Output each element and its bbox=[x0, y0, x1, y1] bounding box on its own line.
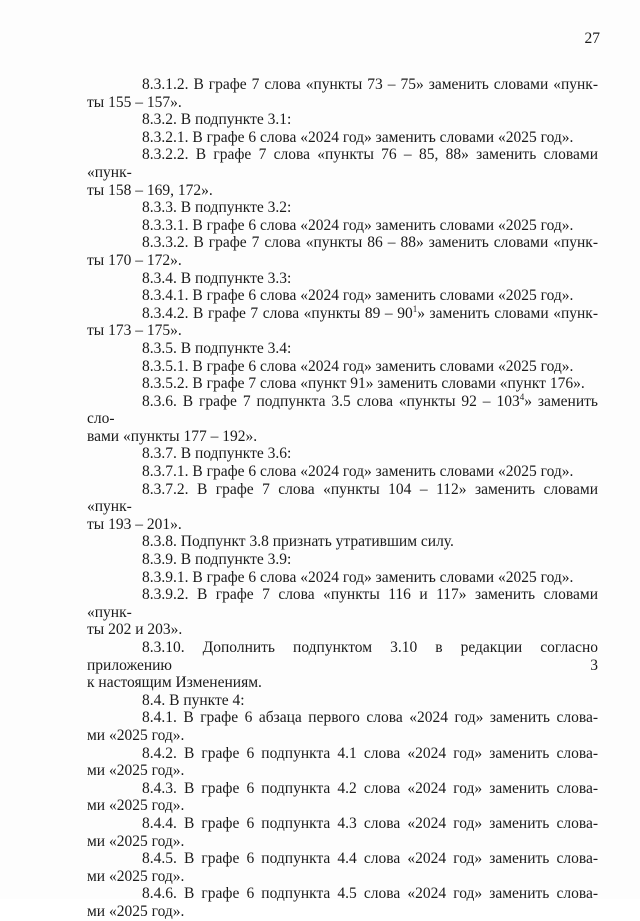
paragraph-line bbox=[87, 305, 598, 323]
paragraph-line: 8.3.9.1. В графе 6 слова «2024 год» заменить словами «2025 год». bbox=[142, 568, 574, 586]
paragraph-line: к настоящим Изменениям. bbox=[87, 674, 262, 692]
paragraph-line: 8.4.1. В графе 6 абзаца первого слова «2024 год» заменить слова- bbox=[142, 709, 598, 727]
paragraph-line: 8.3.5.1. В графе 6 слова «2024 год» заменить словами «2025 год». bbox=[142, 357, 574, 375]
text-segment: » заменить сло- bbox=[87, 392, 598, 428]
paragraph-line: ми «2025 год». bbox=[87, 832, 185, 850]
footnote-superscript: 1 bbox=[412, 303, 418, 314]
paragraph-line: 8.4.4. В графе 6 подпункта 4.3 слова «2024 год» заменить слова- bbox=[142, 814, 598, 832]
paragraph-line: 8.4.2. В графе 6 подпункта 4.1 слова «2024 год» заменить слова- bbox=[142, 744, 598, 762]
document-body bbox=[87, 76, 598, 921]
paragraph-line bbox=[87, 393, 598, 428]
paragraph-line: ты 170 – 172». bbox=[87, 251, 182, 269]
paragraph-line: 8.4.6. В графе 6 подпункта 4.5 слова «2024 год» заменить слова- bbox=[142, 885, 598, 903]
paragraph-line: 8.3.2. В подпункте 3.1: bbox=[142, 111, 292, 129]
paragraph-line: 8.3.2.1. В графе 6 слова «2024 год» заменить словами «2025 год». bbox=[142, 128, 574, 146]
paragraph-line: 8.3.2.2. В графе 7 слова «пункты 76 – 85, 88» заменить словами «пунк- bbox=[87, 146, 598, 181]
paragraph-line: 8.3.10. Дополнить подпунктом 3.10 в редакции согласно приложению 3 bbox=[87, 639, 598, 674]
paragraph-line: ты 193 – 201». bbox=[87, 515, 182, 533]
paragraph-line: ми «2025 год». bbox=[87, 762, 185, 780]
paragraph-line: 8.3.7.1. В графе 6 слова «2024 год» заменить словами «2025 год». bbox=[142, 463, 574, 481]
paragraph-line: 8.4.3. В графе 6 подпункта 4.2 слова «2024 год» заменить слова- bbox=[142, 779, 598, 797]
paragraph-line: 8.3.9. В подпункте 3.9: bbox=[142, 551, 292, 569]
paragraph-line: 8.3.4.1. В графе 6 слова «2024 год» заменить словами «2025 год». bbox=[142, 287, 574, 305]
paragraph-line: ми «2025 год». bbox=[87, 726, 185, 744]
paragraph-line: ми «2025 год». bbox=[87, 902, 185, 920]
page-number: 27 bbox=[584, 30, 600, 47]
paragraph-line: ми «2025 год». bbox=[87, 797, 185, 815]
paragraph-line: ты 158 – 169, 172». bbox=[87, 181, 213, 199]
paragraph-line: 8.3.5.2. В графе 7 слова «пункт 91» заменить словами «пункт 176». bbox=[142, 375, 585, 393]
paragraph-line: вами «пункты 177 – 192». bbox=[87, 427, 258, 445]
paragraph-line: ми «2025 год». bbox=[87, 867, 185, 885]
paragraph-line: 8.3.3.2. В графе 7 слова «пункты 86 – 88» заменить словами «пунк- bbox=[142, 234, 598, 252]
footnote-superscript: 4 bbox=[519, 391, 525, 402]
paragraph-line: 8.3.9.2. В графе 7 слова «пункты 116 и 117» заменить словами «пунк- bbox=[87, 586, 598, 621]
paragraph-line: 8.3.8. Подпункт 3.8 признать утратившим силу. bbox=[142, 533, 454, 551]
paragraph-line: ты 202 и 203». bbox=[87, 621, 183, 639]
paragraph-line: ты 173 – 175». bbox=[87, 322, 182, 340]
paragraph-line: 8.3.4. В подпункте 3.3: bbox=[142, 269, 292, 287]
paragraph-line: ты 155 – 157». bbox=[87, 93, 182, 111]
paragraph-line: 8.3.1.2. В графе 7 слова «пункты 73 – 75» заменить словами «пунк- bbox=[142, 76, 598, 93]
paragraph-line: 8.3.3.1. В графе 6 слова «2024 год» заменить словами «2025 год». bbox=[142, 216, 574, 234]
paragraph-line: 8.3.3. В подпункте 3.2: bbox=[142, 199, 292, 217]
paragraph-line: 8.4.5. В графе 6 подпункта 4.4 слова «2024 год» заменить слова- bbox=[142, 850, 598, 868]
text-segment: 8.3.6. В графе 7 подпункта 3.5 слова «пункты 92 – 103 bbox=[142, 392, 520, 410]
paragraph-line: 8.3.5. В подпункте 3.4: bbox=[142, 339, 292, 357]
paragraph-line: 8.3.7.2. В графе 7 слова «пункты 104 – 112» заменить словами «пунк- bbox=[87, 480, 598, 516]
paragraph-line: 8.4. В пункте 4: bbox=[142, 691, 245, 709]
text-segment: 8.3.4.2. В графе 7 слова «пункты 89 – 90 bbox=[142, 304, 413, 322]
paragraph-line: 8.3.7. В подпункте 3.6: bbox=[142, 445, 292, 463]
text-segment: » заменить словами «пунк- bbox=[417, 304, 598, 322]
